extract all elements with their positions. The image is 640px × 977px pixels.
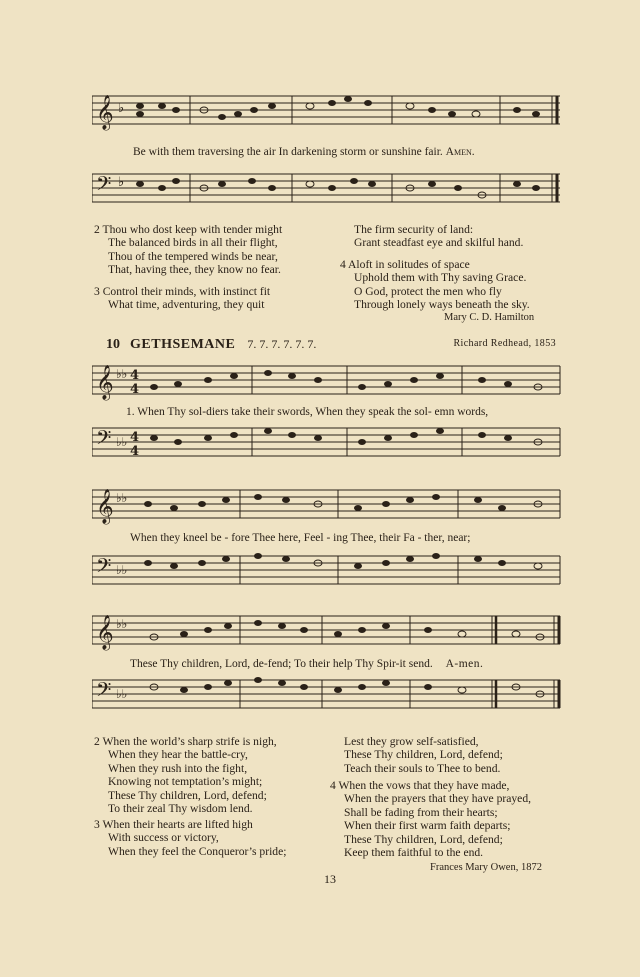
hymn9-verse-3: 3 Control their minds, with instinct fit What time, adventuring, they quit	[94, 285, 271, 312]
svg-text:♭♭: ♭♭	[116, 687, 128, 701]
svg-text:𝄢: 𝄢	[96, 426, 112, 454]
hymn10-lyric-line-1: 1. When Thy sol-diers take their swords, When they speak the sol- emn words,	[126, 406, 489, 418]
hymn9-bass-staff	[92, 168, 562, 210]
hymn10-system3-bass	[92, 674, 562, 716]
hymn9-verse-4: 4 Aloft in solitudes of space Uphold them with Thy saving Grace. O God, protect the men who fly Through lonely ways beneath the sky.	[340, 258, 530, 312]
hymn9-verse-2: 2 Thou who dost keep with tender might The balanced birds in all their flight, Thou of the tempered winds be near, That, having thee, they know no fear.	[94, 223, 283, 277]
hymn10-system2-treble	[92, 484, 562, 526]
svg-text:4: 4	[130, 382, 140, 397]
treble-clef-icon: 𝄞	[96, 95, 114, 130]
hymn10-system1-treble	[92, 360, 562, 402]
svg-text:♭♭: ♭♭	[116, 491, 128, 505]
composer: Richard Redhead, 1853	[453, 338, 556, 349]
hymn10-author: Frances Mary Owen, 1872	[430, 862, 542, 873]
svg-text:𝄞: 𝄞	[96, 615, 114, 650]
hymn10-verse-4: 4 When the vows that they have made, When the prayers that they have prayed, Shall be fading from their hearts; When their first warm faith departs; These Thy children, Lord, defend; Keep them faithful to the end.	[330, 779, 532, 860]
svg-text:𝄞: 𝄞	[96, 489, 114, 524]
hymn10-lyric-line-3: These Thy children, Lord, de-fend; To their help Thy Spir-it send. A-men.	[130, 658, 484, 670]
hymn10-amen: A-men.	[445, 658, 484, 670]
page-number: 13	[324, 872, 336, 886]
svg-text:♭: ♭	[118, 175, 125, 190]
hymn9-lyric-line: Be with them traversing the air In darkening storm or sunshine fair. Amen.	[133, 146, 475, 158]
hymn10-system3-treble	[92, 610, 562, 652]
svg-text:4: 4	[130, 368, 140, 383]
hymn10-lyric-line-2: When they kneel be - fore Thee here, Feel - ing Thee, their Fa - ther, near;	[130, 532, 471, 544]
hymn10-system1-bass	[92, 422, 562, 464]
hymn10-verse-3: 3 When their hearts are lifted high With success or victory, When they feel the Conqueror’s pride;	[94, 818, 287, 858]
svg-text:♭: ♭	[118, 101, 125, 116]
svg-text:♭♭: ♭♭	[116, 435, 128, 449]
svg-text:4: 4	[130, 430, 140, 445]
svg-text:4: 4	[130, 444, 140, 459]
hymn10-system2-bass	[92, 550, 562, 592]
svg-text:♭♭: ♭♭	[116, 617, 128, 631]
svg-text:𝄞: 𝄞	[96, 365, 114, 400]
svg-text:𝄢: 𝄢	[96, 554, 112, 582]
hymn-number: 10	[106, 337, 120, 352]
hymn9-treble-staff	[92, 90, 562, 132]
svg-text:♭♭: ♭♭	[116, 563, 128, 577]
meter: 7. 7. 7. 7. 7. 7.	[247, 337, 317, 351]
svg-text:𝄢: 𝄢	[96, 678, 112, 706]
hymn9-amen: Amen.	[445, 146, 475, 158]
hymn9-author: Mary C. D. Hamilton	[444, 312, 535, 323]
hymn9-verse-3-cont: The firm security of land: Grant steadfast eye and skilful hand.	[354, 223, 524, 250]
bass-clef-icon: 𝄢	[96, 172, 112, 200]
svg-text:♭♭: ♭♭	[116, 367, 128, 381]
hymn10-header	[106, 335, 556, 353]
tune-name: GETHSEMANE	[130, 337, 236, 352]
hymn10-verse-3-cont: Lest they grow self-satisfied, These Thy children, Lord, defend; Teach their souls to Thee to bend.	[344, 735, 503, 775]
hymn10-verse-2: 2 When the world’s sharp strife is nigh, When they hear the battle-cry, When they rush into the fight, Knowing not temptation’s might; These Thy children, Lord, defend; To their zeal Thy wisdom lend.	[94, 735, 277, 816]
